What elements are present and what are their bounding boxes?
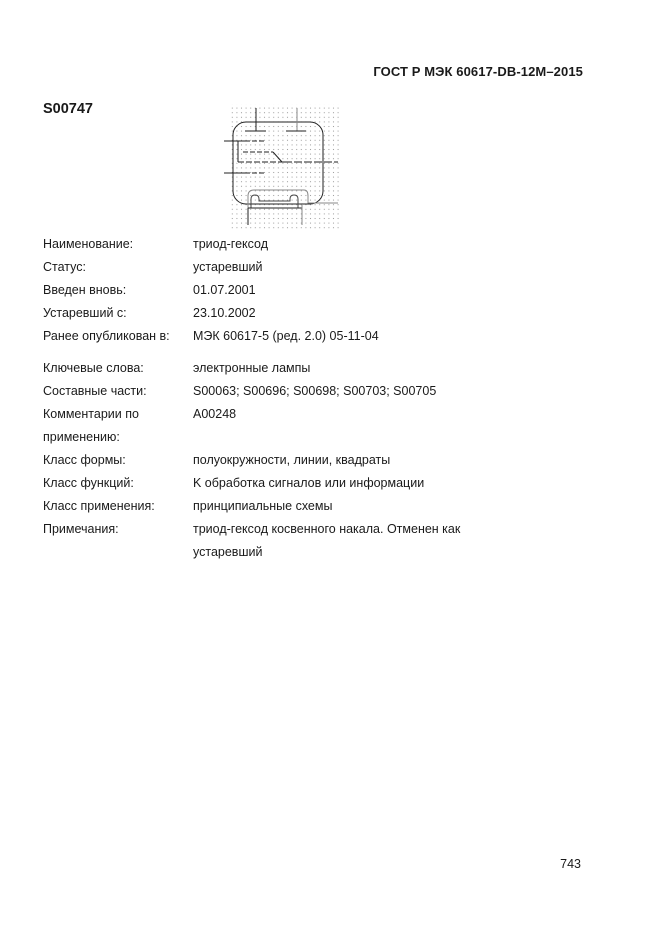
standard-code-header: ГОСТ Р МЭК 60617-DB-12M–2015 bbox=[373, 64, 583, 79]
property-row bbox=[43, 495, 493, 518]
property-value: триод-гексод косвенного накала. Отменен как bbox=[193, 522, 461, 536]
property-value: 23.10.2002 bbox=[193, 306, 256, 320]
property-value: S00063; S00696; S00698; S00703; S00705 bbox=[193, 384, 437, 398]
property-row bbox=[43, 357, 493, 380]
property-label: Наименование: bbox=[43, 237, 134, 251]
property-row bbox=[43, 472, 493, 495]
property-value: A00248 bbox=[193, 407, 237, 421]
property-label: Составные части: bbox=[43, 384, 147, 398]
property-row bbox=[43, 449, 493, 472]
property-label: применению: bbox=[43, 430, 120, 444]
property-label: Статус: bbox=[43, 260, 86, 274]
section-gap bbox=[43, 348, 493, 357]
property-row bbox=[43, 325, 493, 348]
property-row bbox=[43, 233, 493, 256]
property-value: 01.07.2001 bbox=[193, 283, 256, 297]
property-row bbox=[43, 380, 493, 403]
property-value: принципиальные схемы bbox=[193, 499, 333, 513]
property-row bbox=[43, 426, 493, 449]
property-row bbox=[43, 403, 493, 426]
property-label: Ключевые слова: bbox=[43, 361, 144, 375]
property-label: Комментарии по bbox=[43, 407, 139, 421]
property-value bbox=[193, 426, 493, 449]
property-label: Класс формы: bbox=[43, 453, 126, 467]
property-value: устаревший bbox=[193, 260, 263, 274]
property-label: Класс применения: bbox=[43, 499, 155, 513]
property-value: полуокружности, линии, квадраты bbox=[193, 453, 391, 467]
symbol-id: S00747 bbox=[43, 101, 93, 117]
triode-hexode-symbol-icon bbox=[220, 100, 345, 232]
property-value: МЭК 60617-5 (ред. 2.0) 05-11-04 bbox=[193, 329, 379, 343]
property-value: K обработка сигналов или информации bbox=[193, 476, 425, 490]
page-number: 743 bbox=[560, 857, 581, 871]
property-label: Устаревший с: bbox=[43, 306, 127, 320]
property-label: Класс функций: bbox=[43, 476, 134, 490]
property-row bbox=[43, 518, 493, 541]
property-row bbox=[43, 256, 493, 279]
property-row bbox=[43, 541, 493, 564]
property-label: Примечания: bbox=[43, 522, 119, 536]
property-value: устаревший bbox=[193, 545, 263, 559]
property-label: Ранее опубликован в: bbox=[43, 329, 170, 343]
property-label bbox=[43, 541, 193, 564]
property-row bbox=[43, 302, 493, 325]
property-value: триод-гексод bbox=[193, 237, 268, 251]
property-row bbox=[43, 279, 493, 302]
symbol-properties bbox=[43, 233, 493, 564]
property-label: Введен вновь: bbox=[43, 283, 127, 297]
property-value: электронные лампы bbox=[193, 361, 311, 375]
